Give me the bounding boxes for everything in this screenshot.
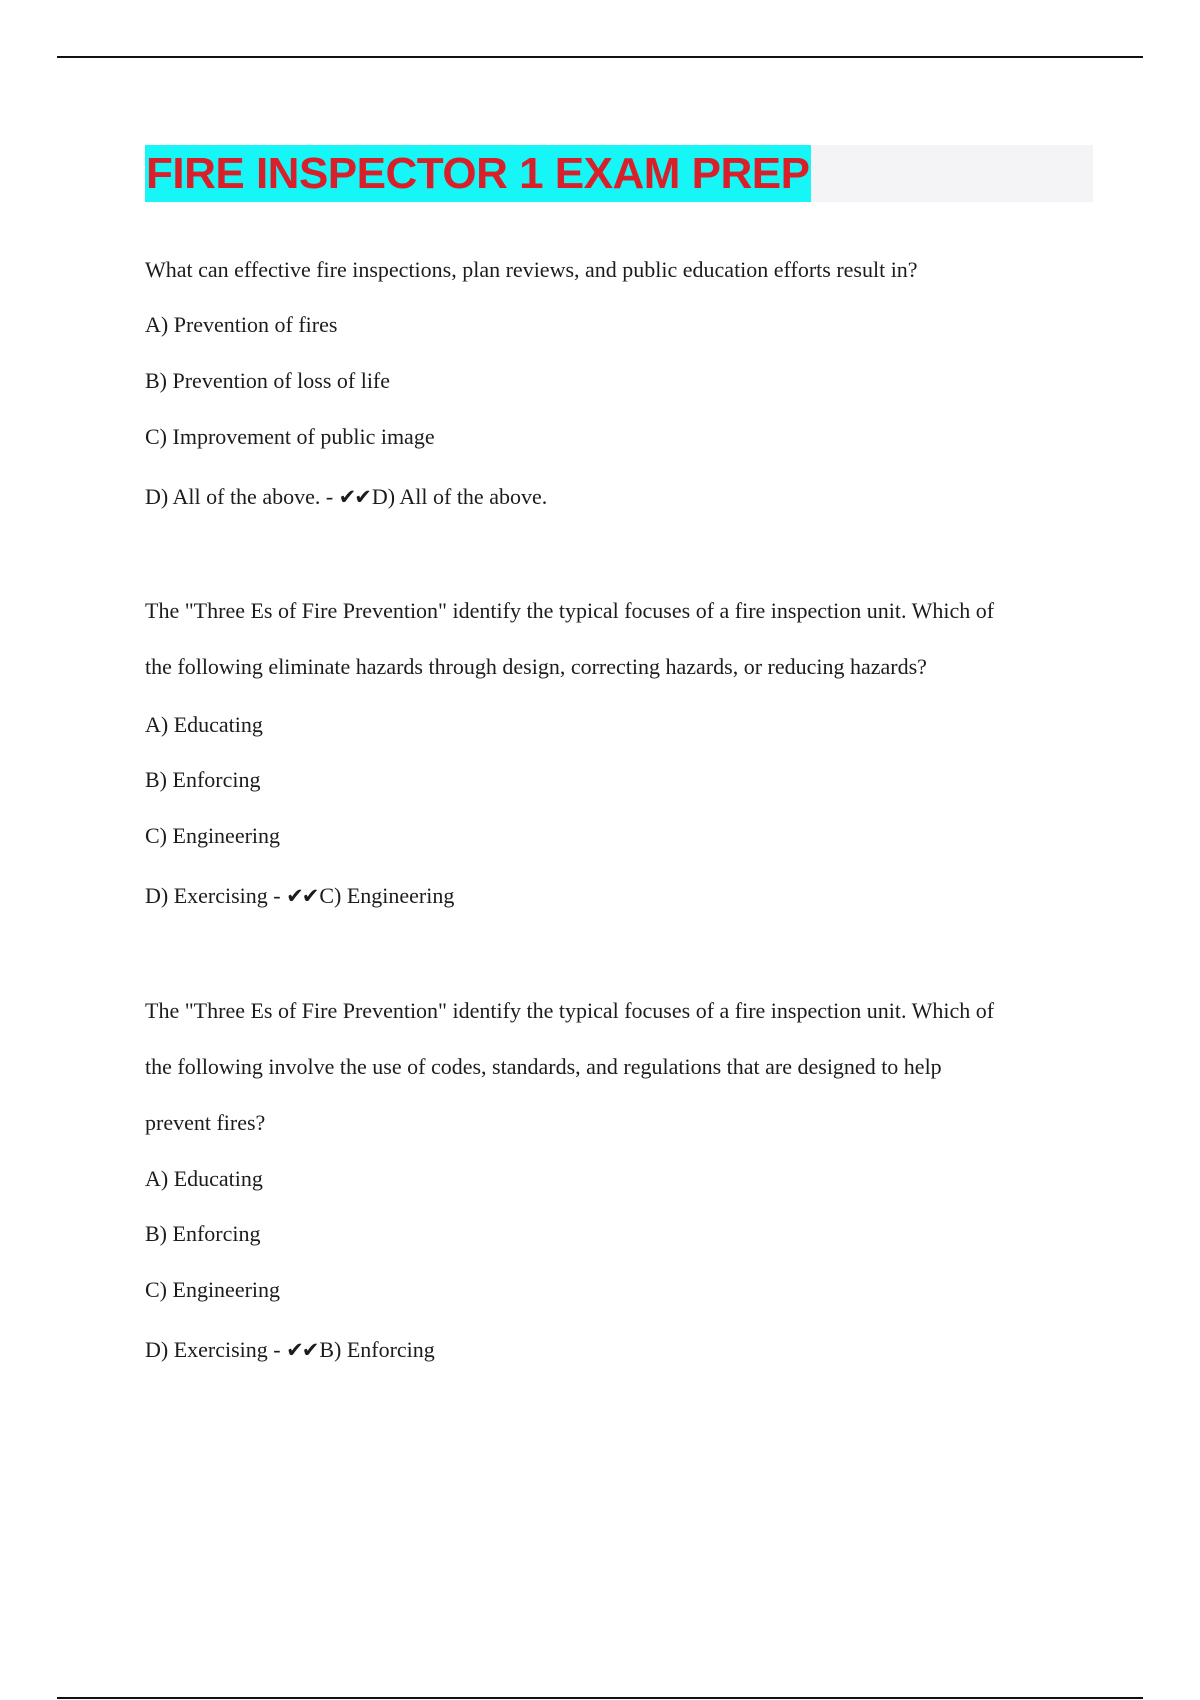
question-2-option-c: C) Engineering — [145, 823, 281, 848]
question-3-option-a: A) Educating — [145, 1166, 263, 1191]
question-3-text-line-1: The "Three Es of Fire Prevention" identify the typical focuses of a fire inspection unit. Which of — [145, 998, 995, 1023]
question-2-option-b: B) Enforcing — [145, 767, 261, 792]
question-3-text-line-2: the following involve the use of codes, standards, and regulations that are designed to help — [145, 1054, 942, 1079]
question-3-answer: B) Enforcing — [319, 1337, 435, 1362]
question-2-text-line-1: The "Three Es of Fire Prevention" identify the typical focuses of a fire inspection unit. Which of — [145, 598, 995, 623]
question-3-option-b: B) Enforcing — [145, 1221, 261, 1246]
question-2-answer: C) Engineering — [319, 883, 455, 908]
question-3-option-d-answer — [145, 1336, 435, 1364]
question-2-option-d-answer — [145, 882, 454, 910]
document-title: FIRE INSPECTOR 1 EXAM PREP — [145, 145, 811, 202]
question-1-text: What can effective fire inspections, plan reviews, and public education efforts result in? — [145, 257, 918, 282]
question-3-option-c: C) Engineering — [145, 1277, 281, 1302]
question-1-answer: D) All of the above. — [371, 484, 548, 509]
question-2-option-a: A) Educating — [145, 712, 263, 737]
question-2-text-line-2: the following eliminate hazards through design, correcting hazards, or reducing hazards? — [145, 654, 927, 679]
question-1-option-d: D) All of the above. - — [145, 484, 334, 509]
checkmark-icon: ✔✔ — [286, 884, 318, 908]
question-3-option-d: D) Exercising - — [145, 1337, 281, 1362]
question-1-option-b: B) Prevention of loss of life — [145, 368, 391, 393]
checkmark-icon: ✔✔ — [286, 1338, 318, 1362]
question-1-option-d-answer — [145, 483, 547, 511]
question-3-text-line-3: prevent fires? — [145, 1110, 266, 1135]
question-2-option-d: D) Exercising - — [145, 883, 281, 908]
footer-rule — [57, 1697, 1143, 1699]
question-1-option-c: C) Improvement of public image — [145, 424, 435, 449]
question-1-option-a: A) Prevention of fires — [145, 312, 338, 337]
header-rule — [57, 56, 1143, 58]
checkmark-icon: ✔✔ — [338, 485, 370, 509]
